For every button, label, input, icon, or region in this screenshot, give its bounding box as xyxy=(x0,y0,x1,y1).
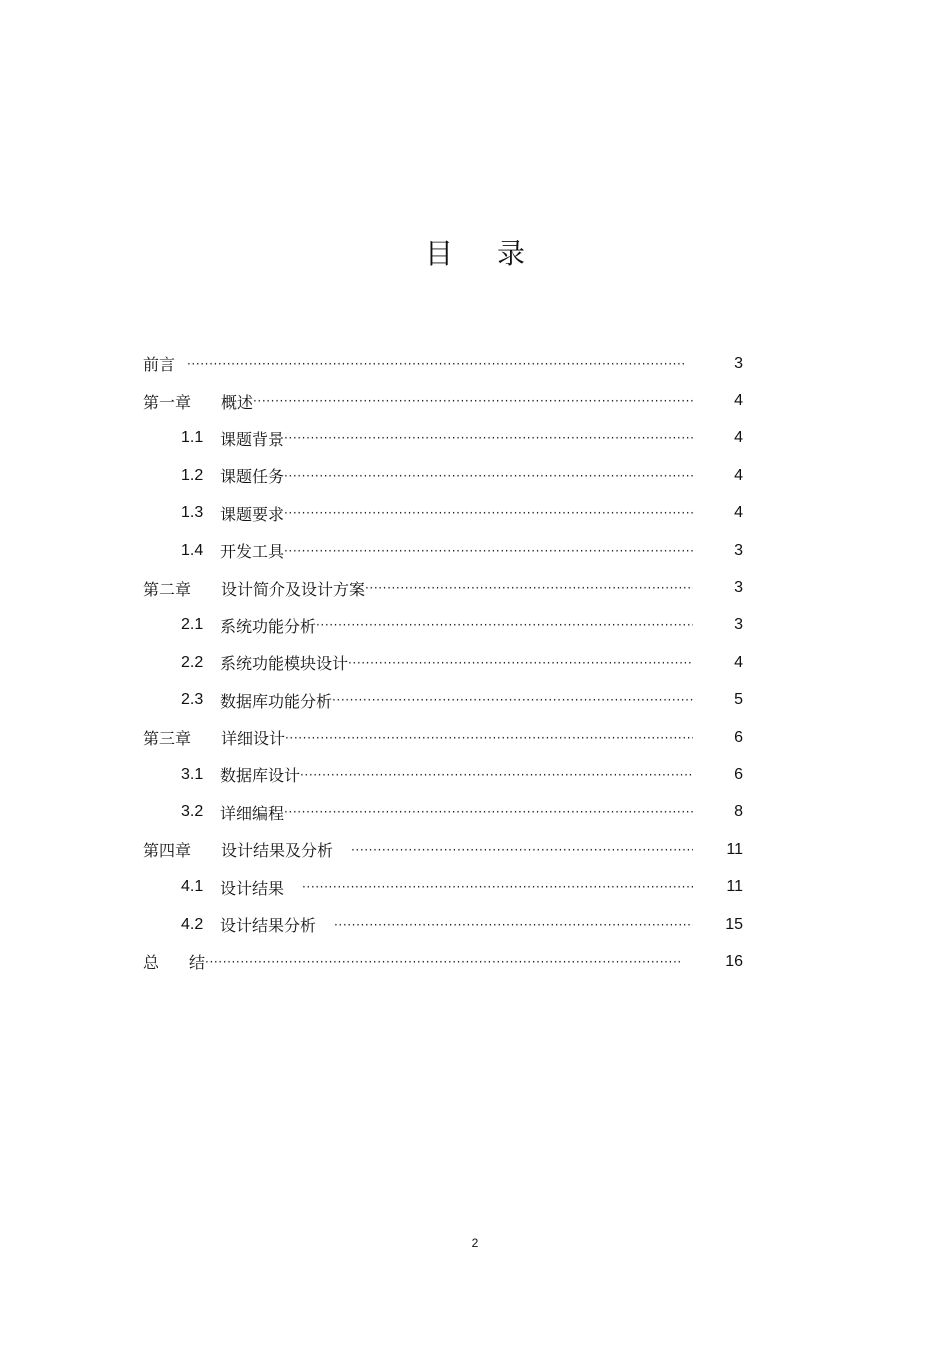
toc-page-number: 3 xyxy=(734,354,743,372)
toc-entry-label: 数据库功能分析 xyxy=(220,691,333,711)
toc-entry-label: 课题背景 xyxy=(220,429,285,449)
dot-leader xyxy=(300,765,693,785)
toc-page-number: 3 xyxy=(734,616,743,634)
toc-page-number: 6 xyxy=(734,765,743,783)
toc-entry-1-3[interactable] xyxy=(143,495,743,532)
dot-leader xyxy=(284,802,693,822)
toc-entry-label: 设计结果 xyxy=(220,878,285,898)
toc-chapter-label: 第三章 xyxy=(143,729,192,749)
toc-entry-preface[interactable] xyxy=(143,345,743,382)
dot-leader xyxy=(284,503,693,523)
dot-leader xyxy=(334,915,693,935)
toc-entry-1-1[interactable] xyxy=(143,420,743,457)
toc-page-number: 8 xyxy=(734,803,743,821)
toc-entry-2-2[interactable] xyxy=(143,644,743,681)
table-of-contents xyxy=(143,345,743,981)
toc-entry-1-2[interactable] xyxy=(143,457,743,494)
toc-page-number: 4 xyxy=(734,429,743,447)
dot-leader xyxy=(365,578,693,598)
toc-entry-label: 前言 xyxy=(143,355,176,375)
toc-entry-chapter-4[interactable] xyxy=(143,831,743,868)
toc-section-number: 3.1 xyxy=(181,765,204,783)
toc-page-number: 4 xyxy=(734,392,743,410)
toc-title-char-2: 录 xyxy=(497,237,526,270)
toc-entry-label: 概述 xyxy=(221,392,254,412)
toc-page-number: 6 xyxy=(734,728,743,746)
toc-page-number: 4 xyxy=(734,653,743,671)
dot-leader xyxy=(302,877,693,897)
dot-leader xyxy=(284,541,693,561)
toc-section-number: 2.3 xyxy=(181,691,204,709)
toc-page-number: 11 xyxy=(726,878,743,896)
toc-entry-label: 系统功能分析 xyxy=(220,616,317,636)
toc-entry-4-1[interactable] xyxy=(143,868,743,905)
toc-title xyxy=(0,232,950,272)
toc-entry-label: 详细编程 xyxy=(220,803,285,823)
toc-entry-label: 课题要求 xyxy=(220,504,285,524)
toc-page-number: 4 xyxy=(734,466,743,484)
toc-entry-chapter-2[interactable] xyxy=(143,569,743,606)
toc-page-number: 3 xyxy=(734,541,743,559)
toc-entry-2-3[interactable] xyxy=(143,682,743,719)
toc-entry-1-4[interactable] xyxy=(143,532,743,569)
toc-entry-3-2[interactable] xyxy=(143,794,743,831)
dot-leader xyxy=(284,428,693,448)
dot-leader xyxy=(348,653,693,673)
toc-page-number: 4 xyxy=(734,504,743,522)
dot-leader xyxy=(285,728,693,748)
toc-entry-label-char-1: 总 xyxy=(143,953,160,973)
dot-leader xyxy=(253,391,693,411)
toc-section-number: 3.2 xyxy=(181,803,204,821)
dot-leader xyxy=(284,466,693,486)
toc-chapter-label: 第一章 xyxy=(143,392,192,412)
toc-section-number: 1.4 xyxy=(181,541,204,559)
toc-chapter-label: 第四章 xyxy=(143,841,192,861)
toc-entry-label: 设计结果分析 xyxy=(220,916,317,936)
toc-entry-label: 设计简介及设计方案 xyxy=(221,579,366,599)
toc-entry-4-2[interactable] xyxy=(143,906,743,943)
toc-section-number: 4.2 xyxy=(181,915,204,933)
toc-section-number: 2.1 xyxy=(181,616,204,634)
toc-entry-label: 开发工具 xyxy=(220,542,285,562)
toc-section-number: 4.1 xyxy=(181,878,204,896)
dot-leader xyxy=(332,690,693,710)
toc-entry-label: 设计结果及分析 xyxy=(221,841,334,861)
toc-section-number: 2.2 xyxy=(181,653,204,671)
toc-section-number: 1.2 xyxy=(181,466,204,484)
toc-entry-chapter-1[interactable] xyxy=(143,382,743,419)
toc-entry-label: 数据库设计 xyxy=(220,766,301,786)
dot-leader xyxy=(351,840,693,860)
toc-entry-chapter-3[interactable] xyxy=(143,719,743,756)
toc-page-number: 3 xyxy=(734,579,743,597)
toc-entry-label: 课题任务 xyxy=(220,467,285,487)
toc-entry-2-1[interactable] xyxy=(143,607,743,644)
toc-page-number: 11 xyxy=(726,840,743,858)
toc-entry-summary[interactable] xyxy=(143,943,743,980)
toc-page-number: 16 xyxy=(725,952,743,970)
toc-title-char-1: 目 xyxy=(424,237,453,270)
toc-section-number: 1.3 xyxy=(181,504,204,522)
toc-page-number: 5 xyxy=(734,691,743,709)
toc-entry-label-char-2: 结 xyxy=(189,953,206,973)
toc-entry-label: 详细设计 xyxy=(221,729,286,749)
toc-chapter-label: 第二章 xyxy=(143,579,192,599)
dot-leader xyxy=(205,952,683,972)
dot-leader xyxy=(187,354,685,374)
toc-section-number: 1.1 xyxy=(181,429,204,447)
dot-leader xyxy=(316,615,693,635)
toc-page-number: 15 xyxy=(725,915,743,933)
footer-page-number: 2 xyxy=(471,1236,479,1250)
toc-entry-label: 系统功能模块设计 xyxy=(220,654,349,674)
toc-entry-3-1[interactable] xyxy=(143,756,743,793)
